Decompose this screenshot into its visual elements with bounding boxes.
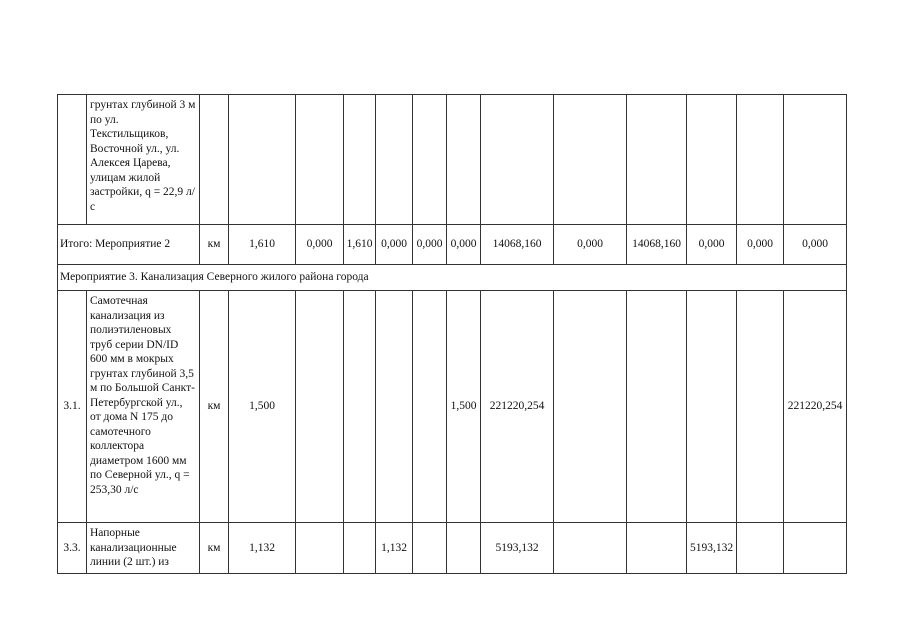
table-row-total <box>58 225 847 265</box>
section-title: Мероприятие 3. Канализация Северного жилого района города <box>58 265 847 291</box>
cell <box>344 523 376 574</box>
cell: 0,000 <box>784 225 847 265</box>
row-number: 3.3. <box>58 523 87 574</box>
cell: 1,132 <box>229 523 296 574</box>
cell <box>687 95 737 225</box>
cell <box>413 95 447 225</box>
cell <box>229 95 296 225</box>
row-description: Напорные канализационные линии (2 шт.) из <box>87 523 200 574</box>
cell <box>447 95 481 225</box>
cell: 1,500 <box>447 291 481 523</box>
unit-cell: км <box>200 225 229 265</box>
cell: 0,000 <box>413 225 447 265</box>
cell: 14068,160 <box>481 225 554 265</box>
cell: 1,500 <box>229 291 296 523</box>
cell <box>344 291 376 523</box>
table-row <box>58 523 847 574</box>
cell <box>413 291 447 523</box>
table-row <box>58 95 847 225</box>
cell: 1,610 <box>344 225 376 265</box>
cell <box>737 95 784 225</box>
cell: 0,000 <box>737 225 784 265</box>
cell: 1,610 <box>229 225 296 265</box>
cell <box>296 523 344 574</box>
unit-cell: км <box>200 291 229 523</box>
cell: 0,000 <box>554 225 627 265</box>
cell <box>737 523 784 574</box>
cell <box>481 95 554 225</box>
investment-table <box>57 94 847 574</box>
cell <box>376 291 413 523</box>
cell <box>784 523 847 574</box>
cell: 0,000 <box>376 225 413 265</box>
row-description: грунтах глубиной 3 м по ул. Текстильщиков, Восточной ул., ул. Алексея Царева, улицам жилой застройки, q = 22,9 л/с <box>87 95 200 225</box>
cell <box>344 95 376 225</box>
cell <box>296 291 344 523</box>
cell: 0,000 <box>687 225 737 265</box>
cell <box>296 95 344 225</box>
unit-cell: км <box>200 523 229 574</box>
cell: 0,000 <box>447 225 481 265</box>
row-number: 3.1. <box>58 291 87 523</box>
cell <box>376 95 413 225</box>
cell <box>447 523 481 574</box>
cell <box>687 291 737 523</box>
cell <box>413 523 447 574</box>
total-label: Итого: Мероприятие 2 <box>58 225 200 265</box>
cell: 14068,160 <box>627 225 687 265</box>
table-row <box>58 291 847 523</box>
cell: 5193,132 <box>481 523 554 574</box>
cell: 221220,254 <box>784 291 847 523</box>
cell <box>737 291 784 523</box>
cell <box>200 95 229 225</box>
cell: 5193,132 <box>687 523 737 574</box>
cell <box>627 95 687 225</box>
cell <box>554 523 627 574</box>
cell: 0,000 <box>296 225 344 265</box>
cell <box>627 291 687 523</box>
cell <box>627 523 687 574</box>
cell <box>554 95 627 225</box>
row-description: Самотечная канализация из полиэтиленовых труб серии DN/ID 600 мм в мокрых грунтах глубиной 3,5 м по Большой Санкт-Петербургской ул., от дома N 175 до самотечного коллектора диаметром 1600 мм по Северной ул., q = 253,30 л/с <box>87 291 200 523</box>
row-number <box>58 95 87 225</box>
cell: 221220,254 <box>481 291 554 523</box>
cell: 1,132 <box>376 523 413 574</box>
cell <box>554 291 627 523</box>
cell <box>784 95 847 225</box>
section-header-row <box>58 265 847 291</box>
